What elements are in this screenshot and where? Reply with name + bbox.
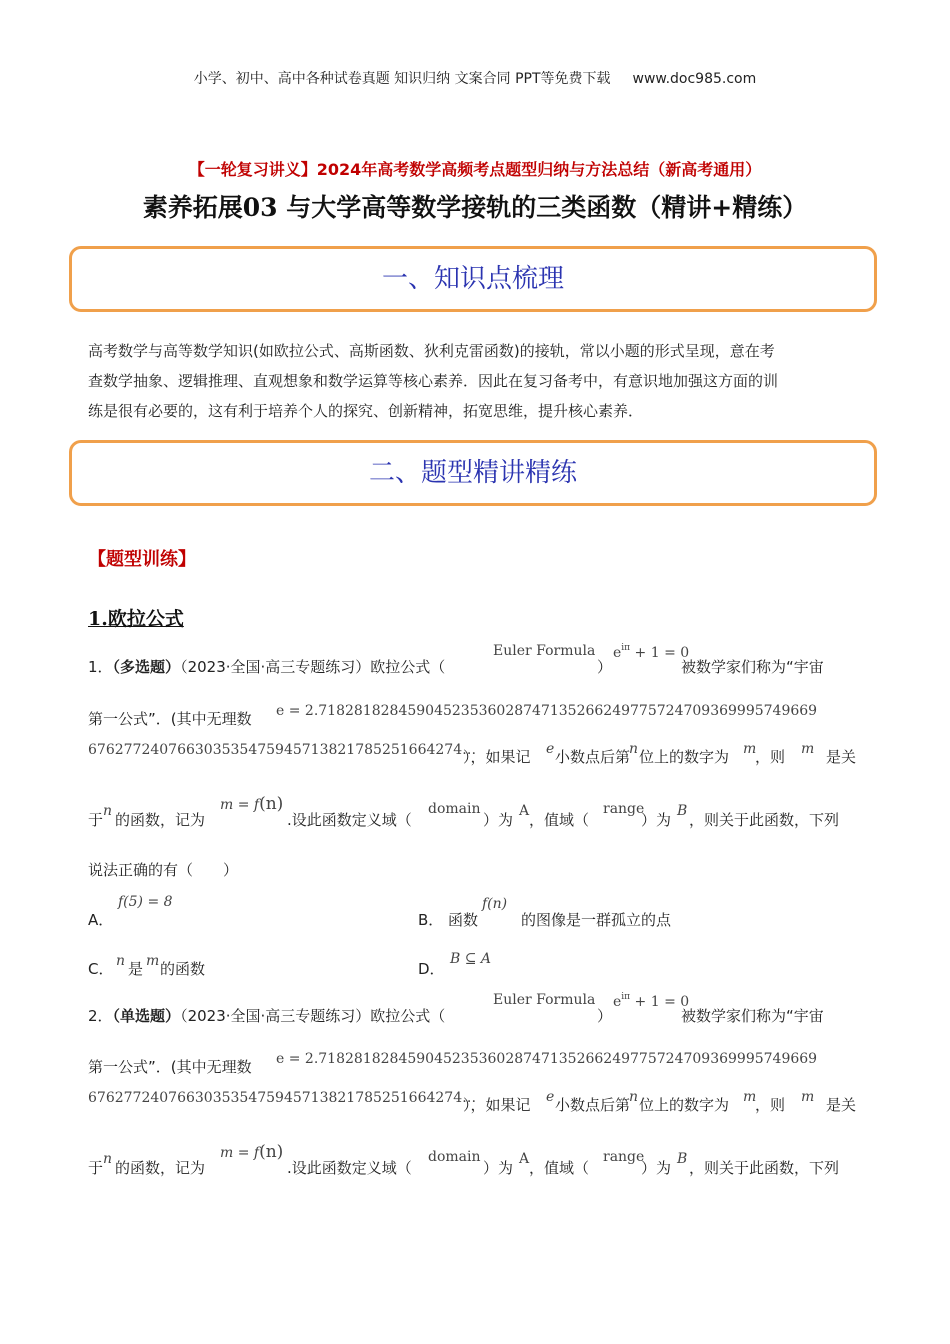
q1-option-c-n: n: [116, 953, 126, 969]
q1-set-a: A: [519, 803, 530, 819]
q1-e-value-part2: 676277240766303535475945713821785251664274…: [88, 742, 477, 758]
q1-option-c-m: m: [146, 953, 160, 969]
q2-line-3-c: 位上的数字为: [639, 1096, 730, 1114]
site-url-link[interactable]: www.doc985.com: [632, 71, 757, 87]
q2-e-value-part1: e = 2.71828182845904523536028747135266249775724709369995749669: [276, 1051, 818, 1067]
subsection-euler: 1.欧拉公式: [88, 608, 184, 630]
q2-line-3-b: 小数点后第: [555, 1096, 631, 1114]
q1-option-d-text: B ⊆ A: [450, 951, 492, 967]
q1-m-eq-fn: m = f(n): [220, 794, 284, 814]
q1-line-3-a: ），如果记: [463, 748, 531, 766]
q1-option-d-label[interactable]: D．: [418, 960, 445, 978]
q1-line-3-c: 位上的数字为: [639, 748, 730, 766]
q2-line-4-b: 的函数，记为: [115, 1159, 206, 1177]
q2-var-n: n: [629, 1089, 639, 1105]
q2-euler-equation: $e^{i\pi} + 1 = 0$: [613, 992, 690, 1010]
q1-option-b-fn: f(n): [482, 896, 508, 912]
q2-euler-formula-label: Euler Formula: [493, 992, 596, 1008]
q2-var-n-2: n: [103, 1151, 113, 1167]
q1-set-b: B: [677, 803, 688, 819]
q2-e-value-part2: 676277240766303535475945713821785251664274…: [88, 1090, 477, 1106]
q1-line-1-end: 被数学家们称为“宇宙: [681, 658, 824, 676]
q2-line-3-a: ），如果记: [463, 1096, 531, 1114]
q2-line-4-f: ）为: [641, 1159, 672, 1177]
q2-set-a: A: [519, 1151, 530, 1167]
q1-line-2-prefix: 第一公式”．(其中无理数: [88, 710, 252, 728]
q1-number: 1．: [88, 658, 113, 676]
section-heading-practice-text: 二、题型精讲精练: [368, 458, 577, 488]
q1-type: （多选题）: [112, 658, 181, 676]
q2-m-eq-fn: m = f(n): [220, 1142, 284, 1162]
q1-line-4-c: .设此函数定义域（: [287, 811, 412, 829]
q1-line-3-b: 小数点后第: [555, 748, 631, 766]
q1-line-4-e: ，值域（: [529, 811, 590, 829]
intro-line-3: 练是很有必要的，这有利于培养个人的探究、创新精神，拓宽思维，提升核心素养．: [88, 402, 644, 420]
intro-paragraph: [88, 336, 858, 426]
document-title: 素养拓展03 与大学高等数学接轨的三类函数（精讲+精练）: [142, 193, 808, 222]
training-tag: 【题型训练】: [88, 549, 196, 570]
section-heading-knowledge-text: 一、知识点梳理: [381, 264, 564, 294]
q1-line-3-d: ，则: [755, 748, 786, 766]
q1-option-c-b: 的函数: [160, 960, 206, 978]
q1-line-4-d: ）为: [483, 811, 514, 829]
q1-line-4-g: ，则关于此函数，下列: [689, 811, 840, 829]
q2-line-2-prefix: 第一公式”．(其中无理数: [88, 1058, 252, 1076]
q1-line-5: 说法正确的有（ ）: [88, 861, 239, 879]
q2-line-3-e: 是关: [826, 1096, 857, 1114]
q1-range-label: range: [603, 801, 645, 817]
intro-line-1: 高考数学与高等数学知识(如欧拉公式、高斯函数、狄利克雷函数)的接轨，常以小题的形式呈现，意在考: [88, 342, 775, 360]
q2-set-b: B: [677, 1151, 688, 1167]
q1-var-e: e: [546, 741, 555, 757]
q1-option-c-label[interactable]: C．: [88, 960, 114, 978]
q1-var-n: n: [629, 741, 639, 757]
q1-paren-close: ）: [597, 658, 613, 676]
q2-range-label: range: [603, 1149, 645, 1165]
q2-line-4-a: 于: [88, 1159, 104, 1177]
q2-paren-close: ）: [597, 1007, 613, 1025]
section-heading-practice: [69, 440, 877, 506]
q2-var-e: e: [546, 1089, 555, 1105]
q2-source: （2023·全国·高三专题练习）欧拉公式（: [180, 1007, 446, 1025]
q2-line-4-c: .设此函数定义域（: [287, 1159, 412, 1177]
document-subtitle: 【一轮复习讲义】2024年高考数学高频考点题型归纳与方法总结（新高考通用）: [188, 160, 762, 179]
q1-line-1: [88, 656, 445, 677]
q1-line-4-b: 的函数，记为: [115, 811, 206, 829]
site-header: [0, 68, 950, 88]
section-heading-knowledge: [69, 246, 877, 312]
q2-number: 2．: [88, 1007, 113, 1025]
q1-option-b-b: 的图像是一群孤立的点: [521, 911, 672, 929]
q2-var-m: m: [743, 1089, 757, 1105]
q1-euler-formula-label: Euler Formula: [493, 643, 596, 659]
intro-line-2: 查数学抽象、逻辑推理、直观想象和数学运算等核心素养．因此在复习备考中，有意识地加强这方面的训: [88, 372, 779, 390]
q1-option-a-label[interactable]: A．: [88, 911, 114, 929]
q1-option-b-a: 函数: [448, 911, 479, 929]
q2-line-1-end: 被数学家们称为“宇宙: [681, 1007, 824, 1025]
q1-option-a-text: f(5) = 8: [118, 894, 173, 910]
q2-line-4-e: ，值域（: [529, 1159, 590, 1177]
q1-option-c-a: 是: [128, 960, 144, 978]
q2-line-1: [88, 1005, 445, 1026]
q1-var-m-2: m: [801, 741, 815, 757]
q2-domain-label: domain: [428, 1149, 481, 1165]
q1-option-b-label[interactable]: B．: [418, 911, 444, 929]
q1-source: （2023·全国·高三专题练习）欧拉公式（: [180, 658, 446, 676]
q1-euler-equation: $e^{i\pi} + 1 = 0$: [613, 643, 690, 661]
q1-line-4-a: 于: [88, 811, 104, 829]
q1-line-4-f: ）为: [641, 811, 672, 829]
q2-type: （单选题）: [112, 1007, 181, 1025]
q1-line-3-e: 是关: [826, 748, 857, 766]
q2-line-4-g: ，则关于此函数，下列: [689, 1159, 840, 1177]
site-header-text: 小学、初中、高中各种试卷真题 知识归纳 文案合同 PPT等免费下载: [193, 71, 611, 87]
q1-domain-label: domain: [428, 801, 481, 817]
q1-var-n-2: n: [103, 803, 113, 819]
q2-var-m-2: m: [801, 1089, 815, 1105]
q1-var-m: m: [743, 741, 757, 757]
q2-line-4-d: ）为: [483, 1159, 514, 1177]
q2-line-3-d: ，则: [755, 1096, 786, 1114]
q1-e-value-part1: e = 2.71828182845904523536028747135266249775724709369995749669: [276, 703, 818, 719]
